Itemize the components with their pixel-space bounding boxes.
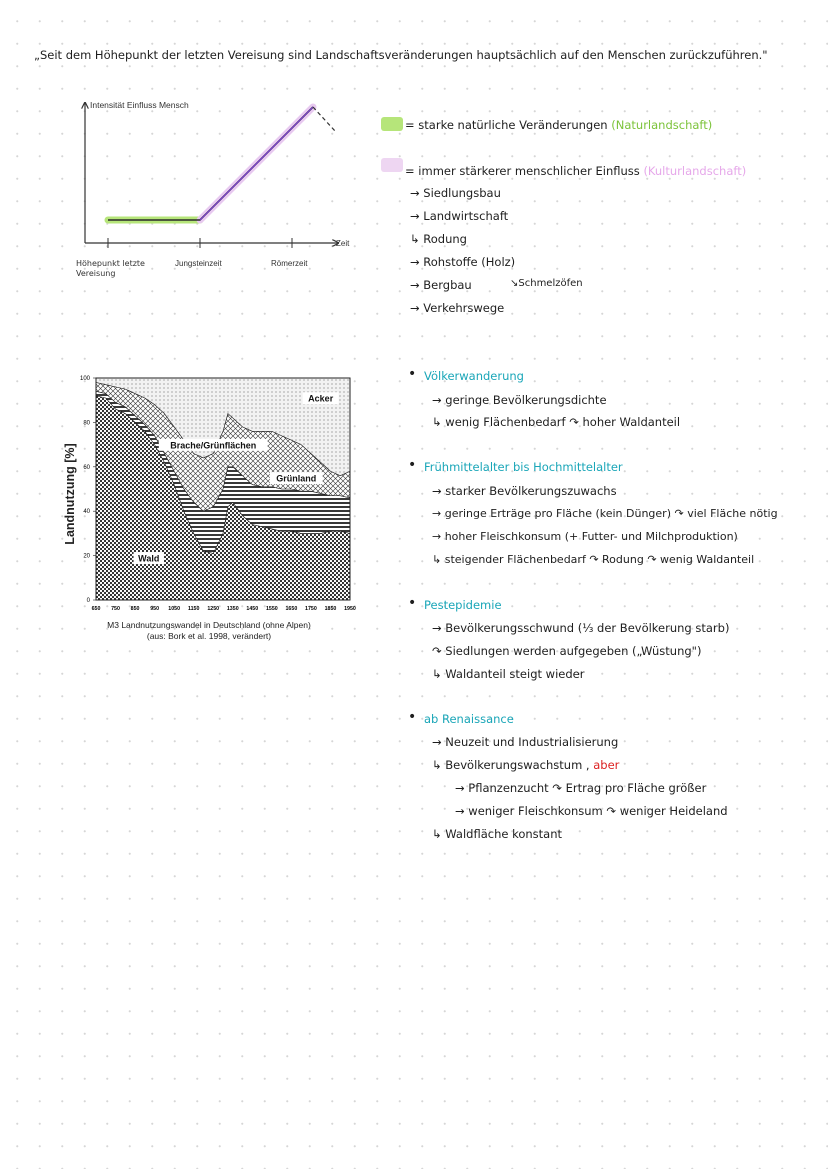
sketch-x-label: Zeit bbox=[336, 239, 350, 248]
note-line: → starker Bevölkerungszuwachs bbox=[432, 484, 617, 498]
y-tick-label: 100 bbox=[79, 376, 90, 382]
section-heading: Völkerwanderung bbox=[424, 369, 524, 383]
note-line: ↳ steigender Flächenbedarf ↷ Rodung ↷ wenig Waldanteil bbox=[432, 553, 755, 566]
note-line: ↳ Waldanteil steigt wieder bbox=[432, 667, 585, 681]
tick-label-jungsteinzeit: Jungsteinzeit bbox=[175, 259, 222, 268]
bullet-dot: • bbox=[408, 366, 417, 382]
bullet-dot: • bbox=[408, 709, 417, 725]
influence-line bbox=[108, 107, 313, 220]
note-line: ↷ Siedlungen werden aufgegeben („Wüstung") bbox=[432, 644, 702, 658]
x-tick-label: 1550 bbox=[265, 606, 278, 612]
x-tick-label: 1250 bbox=[207, 606, 220, 612]
note-line: → geringe Bevölkerungsdichte bbox=[432, 393, 607, 407]
x-tick-label: 650 bbox=[91, 606, 101, 612]
human-swatch bbox=[381, 158, 403, 172]
x-tick-label: 1350 bbox=[226, 606, 239, 612]
x-tick-label: 950 bbox=[150, 606, 160, 612]
x-tick-label: 1850 bbox=[324, 606, 337, 612]
x-tick-label: 1650 bbox=[285, 606, 298, 612]
x-tick-label: 1050 bbox=[168, 606, 181, 612]
y-tick-label: 60 bbox=[83, 464, 90, 471]
note-line: ↳ Bevölkerungswachstum , aber bbox=[432, 758, 620, 772]
series-label: Brache/Grünflächen bbox=[170, 440, 257, 451]
bullet-dot: • bbox=[408, 595, 417, 611]
x-tick-label: 1450 bbox=[246, 606, 259, 612]
x-tick-label: 1150 bbox=[187, 606, 200, 612]
chart-subtitle: (aus: Bork et al. 1998, verändert) bbox=[146, 631, 272, 641]
legend-item: → Rohstoffe (Holz) bbox=[410, 255, 516, 269]
note-line: → Bevölkerungsschwund (⅓ der Bevölkerung starb) bbox=[432, 621, 730, 635]
chart-caption bbox=[96, 620, 322, 642]
note-line: → weniger Fleischkonsum ↷ weniger Heideland bbox=[455, 804, 728, 818]
page-title: „Seit dem Höhepunkt der letzten Vereisung sind Landschaftsveränderungen hauptsächlich auf den Menschen zurückzuführen." bbox=[34, 48, 768, 62]
chart-ylabel: Landnutzung [%] bbox=[63, 443, 77, 545]
x-tick-label: 1750 bbox=[305, 606, 317, 612]
section-heading: Pestepidemie bbox=[424, 598, 502, 612]
chart-title: M3 Landnutzungswandel in Deutschland (ohne Alpen) bbox=[107, 620, 311, 630]
legend-human: = immer stärkerer menschlicher Einfluss (Kulturlandschaft) bbox=[405, 164, 747, 178]
sketch-y-label: Intensität Einfluss Mensch bbox=[90, 100, 189, 110]
series-label: Acker bbox=[308, 393, 334, 404]
series-label: Grünland bbox=[276, 473, 317, 484]
note-line: ↳ wenig Flächenbedarf ↷ hoher Waldanteil bbox=[432, 415, 681, 429]
legend-natural: = starke natürliche Veränderungen (Naturlandschaft) bbox=[405, 118, 713, 132]
note-line: → Neuzeit und Industrialisierung bbox=[432, 735, 619, 749]
prognosis-dash bbox=[313, 107, 335, 131]
bullet-dot: • bbox=[408, 457, 417, 473]
note-line: → hoher Fleischkonsum (+ Futter- und Milchproduktion) bbox=[432, 530, 738, 543]
note-line: → geringe Erträge pro Fläche (kein Dünger) ↷ viel Fläche nötig bbox=[432, 507, 778, 520]
legend-item: → Bergbau bbox=[410, 278, 472, 292]
y-tick-label: 40 bbox=[83, 509, 90, 516]
x-tick-label: 1950 bbox=[344, 606, 356, 612]
x-tick-label: 850 bbox=[130, 606, 140, 612]
section-heading: ab Renaissance bbox=[424, 712, 514, 726]
legend-item: ↳ Rodung bbox=[410, 232, 467, 246]
legend-item: → Verkehrswege bbox=[410, 301, 505, 315]
tick-label-roemerzeit: Römerzeit bbox=[271, 259, 308, 268]
tick-label-vereisung: Höhepunkt letzte Vereisung bbox=[76, 259, 145, 278]
series-label: Wald bbox=[138, 553, 160, 564]
x-tick-label: 750 bbox=[111, 606, 120, 612]
natural-swatch bbox=[381, 117, 403, 131]
legend-item: → Siedlungsbau bbox=[410, 186, 501, 200]
y-tick-label: 0 bbox=[86, 598, 90, 604]
note-line: ↳ Waldfläche konstant bbox=[432, 827, 563, 841]
note-line: → Pflanzenzucht ↷ Ertrag pro Fläche größer bbox=[455, 781, 707, 795]
landuse-chart bbox=[58, 366, 358, 628]
legend-branch: ↘Schmelzöfen bbox=[510, 278, 583, 289]
y-tick-label: 80 bbox=[83, 420, 90, 427]
y-tick-label: 20 bbox=[83, 553, 90, 560]
legend-item: → Landwirtschaft bbox=[410, 209, 509, 223]
section-heading: Frühmittelalter bis Hochmittelalter bbox=[424, 460, 623, 474]
